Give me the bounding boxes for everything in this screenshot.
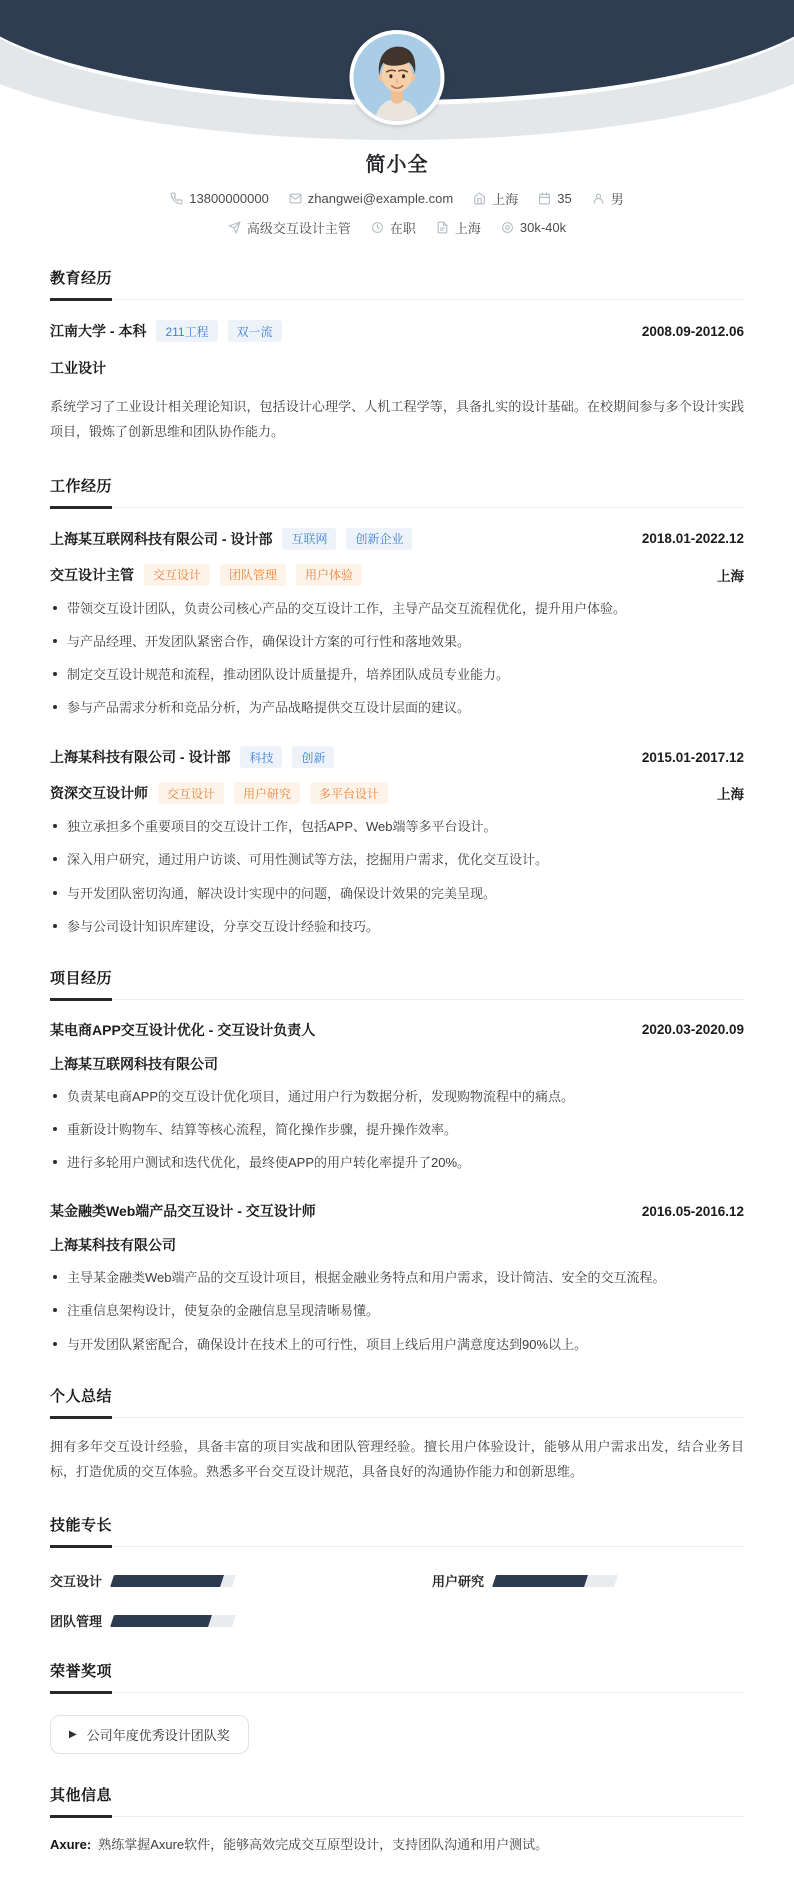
contact-salary [501,220,566,235]
section-title-education: 教育经历 [50,267,744,300]
project-bullet: 注重信息架构设计，使复杂的金融信息呈现清晰易懂。 [50,1301,744,1321]
project-date: 2016.05-2016.12 [641,1203,744,1219]
project-entry [50,1201,744,1354]
section-other [50,1784,744,1856]
other-info-line [50,1835,744,1856]
project-bullet-list [50,1087,744,1173]
skill-bar [110,1615,236,1627]
project-name: 某金融类Web端产品交互设计 - 交互设计师 [50,1203,316,1220]
company-name: 上海某互联网科技有限公司 - 设计部 [50,530,273,547]
location-value: 上海 [492,192,519,207]
role-tag: 团队管理 [220,564,286,586]
education-description: 系统学习了工业设计相关理论知识，包括设计心理学、人机工程学等，具备扎实的设计基础。在校期间参与多个设计实践项目，锻炼了创新思维和团队协作能力。 [50,399,744,440]
education-date: 2008.09-2012.06 [641,323,744,339]
contact-info [0,189,794,237]
award-item[interactable] [50,1715,249,1754]
section-title-other: 其他信息 [50,1784,744,1817]
skill-label: 团队管理 [50,1614,103,1630]
project-entry-header [50,1201,744,1221]
gender-icon [592,192,605,205]
contact-job-status [371,218,416,237]
avatar-portrait-illustration [354,34,441,121]
project-company: 上海某互联网科技有限公司 [50,1055,218,1072]
age-icon [538,192,551,205]
work-date: 2015.01-2017.12 [641,749,744,765]
work-bullet: 与产品经理、开发团队紧密合作，确保设计方案的可行性和落地效果。 [50,632,744,652]
work-entry-header [50,528,744,550]
job-status-value: 在职 [389,221,416,236]
salary-value: 30k-40k [519,220,567,235]
gender-value: 男 [610,192,624,207]
section-title-honors: 荣誉奖项 [50,1660,744,1693]
role-tag: 用户体验 [296,564,362,586]
major-name: 工业设计 [50,360,106,376]
work-role-row [50,782,744,804]
phone-icon [170,192,183,205]
company-tag: 科技 [240,746,282,768]
company-tag: 创新 [292,746,334,768]
city-value: 上海 [454,221,481,236]
work-bullet: 带领交互设计团队，负责公司核心产品的交互设计工作，主导产品交互流程优化，提升用户体验。 [50,599,744,619]
work-bullet: 制定交互设计规范和流程，推动团队设计质量提升，培养团队成员专业能力。 [50,665,744,685]
project-company-row [50,1235,744,1255]
skill-item [50,1571,362,1590]
work-bullet-list [50,599,744,719]
role-tag: 多平台设计 [310,782,388,804]
work-bullet: 与开发团队密切沟通，解决设计实现中的问题，确保设计效果的完美呈现。 [50,884,744,904]
play-icon: ▶ [69,1728,77,1740]
work-entry-header [50,746,744,768]
project-bullet: 负责某电商APP的交互设计优化项目，通过用户行为数据分析，发现购物流程中的痛点。 [50,1087,744,1107]
award-text: 公司年度优秀设计团队奖 [86,1728,230,1744]
city-icon [436,221,449,234]
work-entry [50,528,744,719]
role-name: 资深交互设计师 [50,785,148,802]
contact-city [436,218,481,237]
section-title-skills: 技能专长 [50,1514,744,1547]
resume-body [0,267,794,1899]
contact-row-2 [0,218,794,237]
project-company-row [50,1054,744,1074]
section-education [50,267,744,445]
section-summary [50,1385,744,1485]
company-name: 上海某科技有限公司 - 设计部 [50,749,231,766]
job-status-icon [371,221,384,234]
skill-bar-fill [110,1575,224,1587]
email-icon [289,192,302,205]
skill-bar [492,1575,618,1587]
section-work [50,475,744,937]
project-name: 某电商APP交互设计优化 - 交互设计负责人 [50,1021,316,1038]
work-bullet: 参与公司设计知识库建设，分享交互设计经验和技巧。 [50,917,744,937]
section-skills [50,1514,744,1630]
avatar [350,30,445,125]
contact-row-1 [0,189,794,208]
skill-bar-fill [492,1575,587,1587]
email-value: zhangwei@example.com [307,191,454,206]
role-name: 交互设计主管 [50,566,134,583]
company-tag: 互联网 [282,528,336,550]
education-major-row [50,358,744,378]
project-bullet: 重新设计购物车、结算等核心流程，简化操作步骤，提升操作效率。 [50,1120,744,1140]
skill-item [50,1611,362,1630]
phone-value: 13800000000 [189,191,269,206]
other-info-label: Axure: [50,1837,92,1853]
project-entry-header [50,1020,744,1040]
contact-email [289,191,453,206]
school-tag: 211工程 [156,320,217,342]
work-bullet-list [50,817,744,937]
contact-gender [592,189,624,208]
contact-job-title [228,218,351,237]
job-title-icon [228,221,241,234]
role-tag: 交互设计 [144,564,210,586]
work-entry [50,746,744,937]
contact-location [473,189,518,208]
job-title-value: 高级交互设计主管 [246,221,351,236]
project-bullet-list [50,1268,744,1354]
work-bullet: 参与产品需求分析和竞品分析，为产品战略提供交互设计层面的建议。 [50,698,744,718]
skill-label: 用户研究 [432,1574,485,1590]
skill-bar [110,1575,236,1587]
summary-text: 拥有多年交互设计经验，具备丰富的项目实战和团队管理经验。擅长用户体验设计，能够从用户需求出发，结合业务目标，打造优质的交互体验。熟悉多平台交互设计规范，具备良好的沟通协作能力和创新思维。 [50,1438,744,1479]
age-value: 35 [557,191,572,206]
project-date: 2020.03-2020.09 [641,1022,744,1038]
work-bullet: 独立承担多个重要项目的交互设计工作，包括APP、Web端等多平台设计。 [50,817,744,837]
skills-grid [50,1571,744,1630]
section-title-summary: 个人总结 [50,1385,744,1418]
contact-phone [170,191,269,206]
skill-item [432,1571,744,1590]
project-bullet: 与开发团队紧密配合，确保设计在技术上的可行性，项目上线后用户满意度达到90%以上。 [50,1335,744,1355]
section-title-work: 工作经历 [50,475,744,508]
work-bullet: 深入用户研究，通过用户访谈、可用性测试等方法，挖掘用户需求，优化交互设计。 [50,850,744,870]
company-tag: 创新企业 [346,528,412,550]
other-info-text: 熟练掌握Axure软件，能够高效完成交互原型设计，支持团队沟通和用户测试。 [98,1837,549,1853]
project-bullet: 进行多轮用户测试和迭代优化，最终使APP的用户转化率提升了20%。 [50,1153,744,1173]
work-location: 上海 [717,787,744,803]
work-date: 2018.01-2022.12 [641,531,744,547]
work-location: 上海 [717,568,744,584]
candidate-name: 简小全 [365,154,429,176]
project-bullet: 主导某金融类Web端产品的交互设计项目，根据金融业务特点和用户需求，设计简洁、安全的交互流程。 [50,1268,744,1288]
role-tag: 交互设计 [158,782,224,804]
project-entry [50,1020,744,1173]
section-title-projects: 项目经历 [50,967,744,1000]
education-entry-header [50,320,744,342]
work-role-row [50,564,744,586]
role-tag: 用户研究 [234,782,300,804]
resume-header [0,0,794,142]
home-icon [473,192,486,205]
skill-bar-fill [110,1615,211,1627]
section-honors [50,1660,744,1754]
section-projects [50,967,744,1355]
school-name: 江南大学 - 本科 [50,323,147,339]
contact-age [538,191,571,206]
skill-label: 交互设计 [50,1574,103,1590]
salary-icon [501,221,514,234]
school-tag: 双一流 [228,320,282,342]
project-company: 上海某科技有限公司 [50,1237,176,1254]
